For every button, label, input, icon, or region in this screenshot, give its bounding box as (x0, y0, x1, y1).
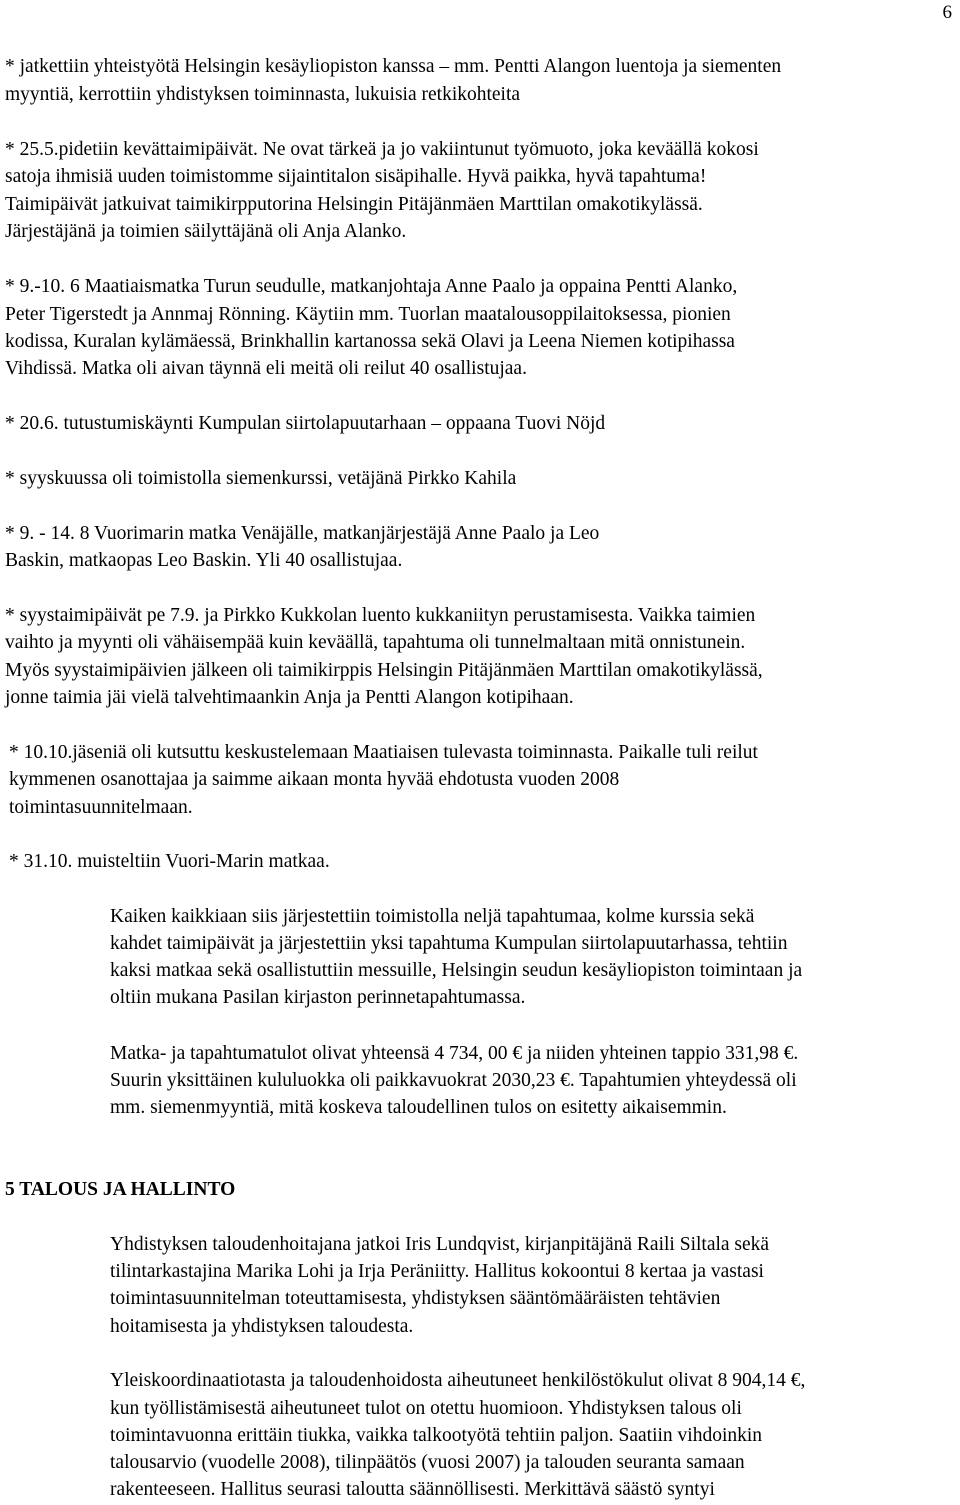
text-line: Matka- ja tapahtumatulot olivat yhteensä 4 734, 00 € ja niiden yhteinen tappio 331,98 €. (110, 1043, 799, 1064)
text-line: * jatkettiin yhteistyötä Helsingin kesäyliopiston kanssa – mm. Pentti Alangon luentoja ja siementen (5, 56, 782, 77)
text-line: hoitamisesta ja yhdistyksen taloudesta. (110, 1316, 414, 1337)
text-line: tilintarkastajina Marika Lohi ja Irja Peräniitty. Hallitus kokoontui 8 kertaa ja vastasi (110, 1261, 764, 1282)
text-line: rakenteeseen. Hallitus seurasi taloutta säännöllisesti. Merkittävä säästö syntyi (110, 1479, 715, 1500)
text-line: mm. siemenmyyntiä, mitä koskeva taloudellinen tulos on esitetty aikaisemmin. (110, 1097, 727, 1118)
text-line: Myös syystaimipäivien jälkeen oli taimikirppis Helsingin Pitäjänmäen Marttilan omakotikylässä, (5, 660, 763, 681)
text-line: kun työllistämisestä aiheutuneet tulot on otettu huomioon. Yhdistyksen talous oli (110, 1398, 742, 1419)
text-line: kodissa, Kuralan kylämäessä, Brinkhallin kartanossa sekä Olavi ja Leena Niemen kotipihassa (5, 331, 735, 352)
text-line: * 31.10. muisteltiin Vuori-Marin matkaa. (9, 851, 330, 872)
section-heading: 5 TALOUS JA HALLINTO (5, 1179, 236, 1200)
text-line: Baskin, matkaopas Leo Baskin. Yli 40 osallistujaa. (5, 550, 403, 571)
text-line: oltiin mukana Pasilan kirjaston perinnetapahtumassa. (110, 987, 526, 1008)
text-line: * syystaimipäivät pe 7.9. ja Pirkko Kukkolan luento kukkaniityn perustamisesta. Vaikka taimien (5, 605, 756, 626)
text-line: Taimipäivät jatkuivat taimikirpputorina Helsingin Pitäjänmäen Marttilan omakotikylässä. (5, 194, 703, 215)
text-line: satoja ihmisiä uuden toimistomme sijaintitalon sisäpihalle. Hyvä paikka, hyvä tapahtuma! (5, 166, 707, 187)
text-line: * 9. - 14. 8 Vuorimarin matka Venäjälle, matkanjärjestäjä Anne Paalo ja Leo (5, 523, 600, 544)
text-line: * 20.6. tutustumiskäynti Kumpulan siirtolapuutarhaan – oppaana Tuovi Nöjd (5, 413, 606, 434)
text-line: * 10.10.jäseniä oli kutsuttu keskustelemaan Maatiaisen tulevasta toiminnasta. Paikalle tuli reilut (9, 742, 758, 763)
text-line: Vihdissä. Matka oli aivan täynnä eli meitä oli reilut 40 osallistujaa. (5, 358, 527, 379)
text-line: kahdet taimipäivät ja järjestettiin yksi tapahtuma Kumpulan siirtolapuutarhassa, tehtiin (110, 933, 788, 954)
text-line: myyntiä, kerrottiin yhdistyksen toiminnasta, lukuisia retkikohteita (5, 84, 521, 105)
text-line: * 9.-10. 6 Maatiaismatka Turun seudulle, matkanjohtaja Anne Paalo ja oppaina Pentti Alanko, (5, 276, 738, 297)
text-line: kaksi matkaa sekä osallistuttiin messuille, Helsingin seudun kesäyliopiston toimintaan ja (110, 960, 803, 981)
text-line: * 25.5.pidetiin kevättaimipäivät. Ne ovat tärkeä ja jo vakiintunut työmuoto, joka keväällä kokosi (5, 139, 759, 160)
text-line: Yhdistyksen taloudenhoitajana jatkoi Iris Lundqvist, kirjanpitäjänä Raili Siltala sekä (110, 1234, 770, 1255)
text-line: toimintasuunnitelmaan. (9, 797, 193, 818)
text-line: Kaiken kaikkiaan siis järjestettiin toimistolla neljä tapahtumaa, kolme kurssia sekä (110, 906, 755, 927)
page-number: 6 (942, 2, 952, 23)
text-line: Peter Tigerstedt ja Annmaj Rönning. Käytiin mm. Tuorlan maatalousoppilaitoksessa, pionien (5, 304, 731, 325)
text-line: talousarvio (vuodelle 2008), tilinpäätös (vuosi 2007) ja talouden seuranta samaan (110, 1452, 745, 1473)
text-line: * syyskuussa oli toimistolla siemenkurssi, vetäjänä Pirkko Kahila (5, 468, 517, 489)
text-line: toimintasuunnitelman toteuttamisesta, yhdistyksen sääntömääräisten tehtävien (110, 1288, 721, 1309)
text-line: Järjestäjänä ja toimien säilyttäjänä oli Anja Alanko. (5, 221, 407, 242)
text-line: jonne taimia jäi vielä talvehtimaankin Anja ja Pentti Alangon kotipihaan. (5, 687, 574, 708)
text-line: Suurin yksittäinen kululuokka oli paikkavuokrat 2030,23 €. Tapahtumien yhteydessä oli (110, 1070, 797, 1091)
text-line: toimintavuonna erittäin tiukka, vaikka talkootyötä tehtiin paljon. Saatiin vihdoinkin (110, 1425, 763, 1446)
text-line: kymmenen osanottajaa ja saimme aikaan monta hyvää ehdotusta vuoden 2008 (9, 769, 620, 790)
text-line: Yleiskoordinaatiotasta ja taloudenhoidosta aiheutuneet henkilöstökulut olivat 8 904,14 €, (110, 1370, 806, 1391)
text-line: vaihto ja myynti oli vähäisempää kuin keväällä, tapahtuma oli tunnelmaltaan mitä onnistunein. (5, 632, 746, 653)
